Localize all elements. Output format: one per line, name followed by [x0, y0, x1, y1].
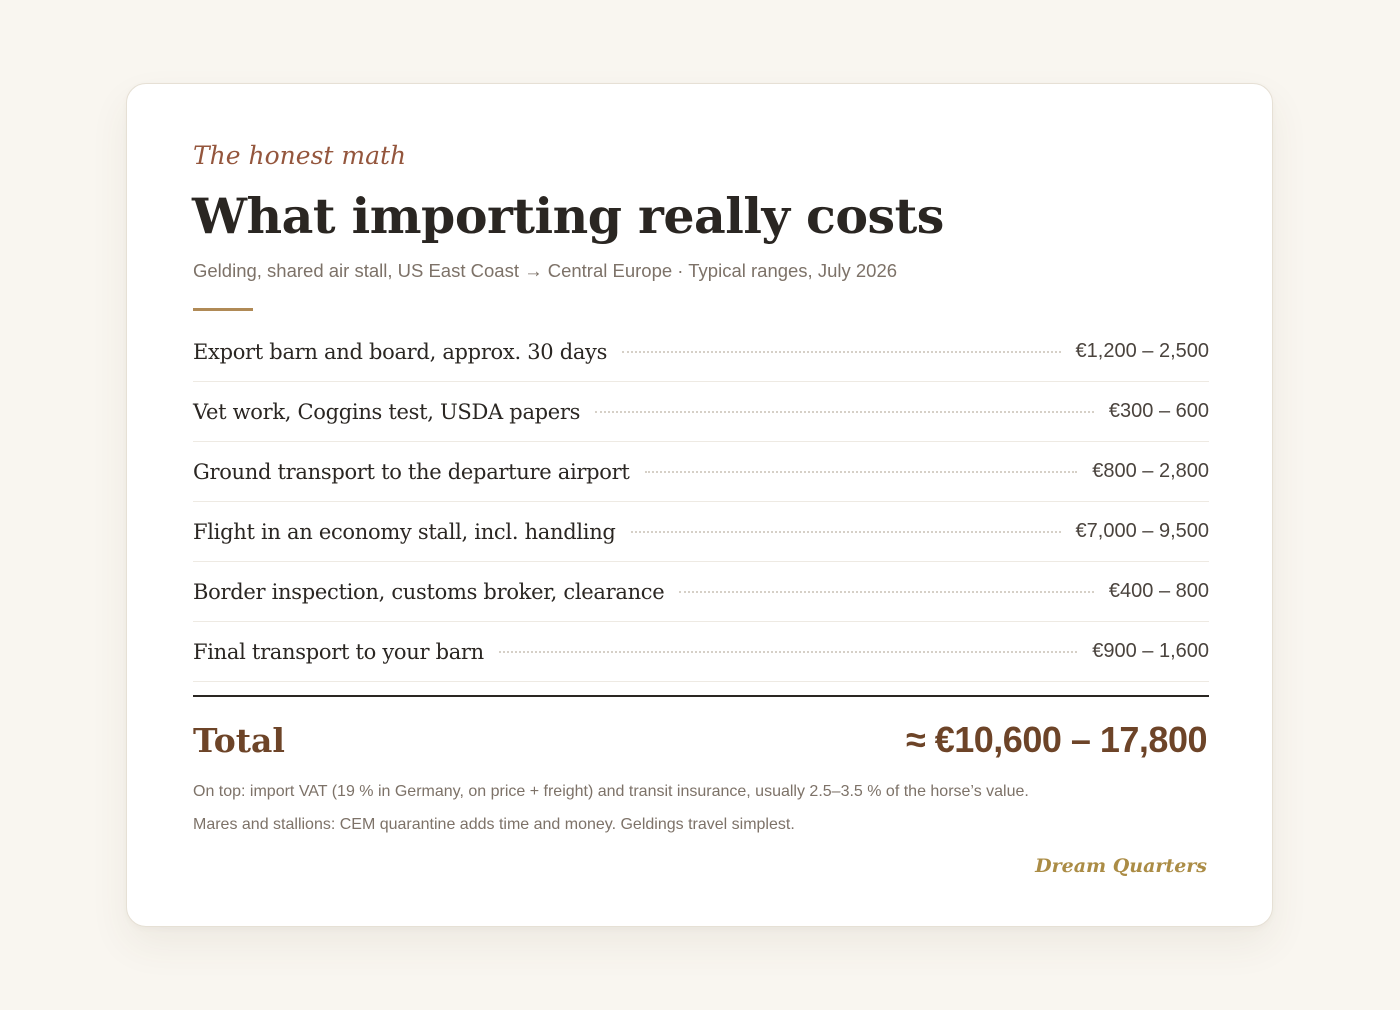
cost-amount: €1,200 – 2,500	[1075, 340, 1209, 362]
dotted-leader	[645, 471, 1078, 473]
cost-row	[193, 502, 1209, 562]
total-label: Total	[193, 721, 285, 760]
cost-row	[193, 322, 1209, 382]
cost-label: Export barn and board, approx. 30 days	[193, 339, 608, 364]
footnote-vat: On top: import VAT (19 % in Germany, on price + freight) and transit insurance, usually 2.5–3.5 % of the horse’s value.	[193, 783, 1029, 800]
page-subtitle: Gelding, shared air stall, US East Coast → Central Europe · Typical ranges, July 2026	[193, 260, 898, 281]
dotted-leader	[622, 351, 1060, 353]
brand-signature: Dream Quarters	[1035, 855, 1207, 877]
cost-list	[193, 322, 1209, 682]
dotted-leader	[679, 591, 1094, 593]
cost-row	[193, 382, 1209, 442]
cost-card	[126, 83, 1273, 927]
cost-amount: €300 – 600	[1108, 400, 1209, 422]
total-amount: ≈ €10,600 – 17,800	[905, 719, 1207, 760]
footnote-quarantine: Mares and stallions: CEM quarantine adds time and money. Geldings travel simplest.	[193, 816, 795, 833]
cost-label: Flight in an economy stall, incl. handling	[193, 519, 616, 544]
cost-row	[193, 442, 1209, 502]
dotted-leader	[595, 411, 1094, 413]
cost-row	[193, 622, 1209, 682]
cost-amount: €800 – 2,800	[1092, 460, 1209, 482]
cost-label: Border inspection, customs broker, clearance	[193, 579, 665, 604]
accent-divider	[193, 308, 253, 311]
cost-label: Vet work, Coggins test, USDA papers	[193, 399, 581, 424]
page-title: What importing really costs	[192, 187, 944, 245]
cost-label: Final transport to your barn	[193, 639, 484, 664]
cost-amount: €400 – 800	[1108, 580, 1209, 602]
cost-amount: €900 – 1,600	[1092, 640, 1209, 662]
cost-label: Ground transport to the departure airport	[193, 459, 630, 484]
eyebrow-label: The honest math	[193, 141, 407, 170]
dotted-leader	[631, 531, 1061, 533]
dotted-leader	[499, 651, 1077, 653]
total-divider	[193, 695, 1209, 697]
cost-row	[193, 562, 1209, 622]
cost-amount: €7,000 – 9,500	[1075, 520, 1209, 542]
